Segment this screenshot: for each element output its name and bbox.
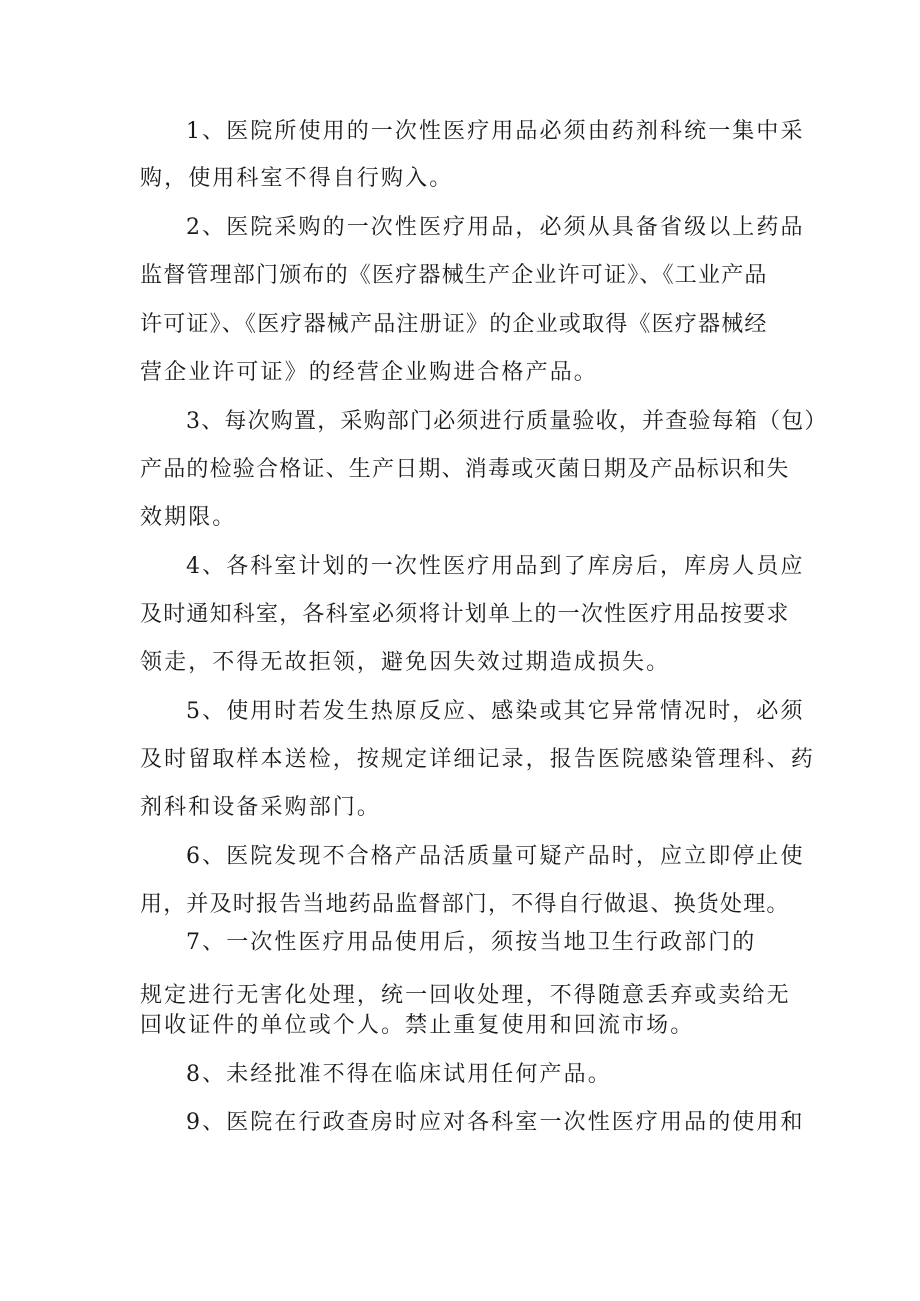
item-6-line-2: 用，并及时报告当地药品监督部门，不得自行做退、换货处理。 — [140, 892, 790, 917]
item-2-line-2: 监督管理部门颁布的《医疗器械生产企业许可证》、《工业产品 — [140, 263, 768, 288]
item-9-line-1: 9、医院在行政查房时应对各科室一次性医疗用品的使用和 — [186, 1110, 805, 1135]
item-7-line-3: 回收证件的单位或个人。禁止重复使用和回流市场。 — [140, 1013, 695, 1038]
item-3-line-1: 3、每次购置，采购部门必须进行质量验收，并查验每箱（包） — [186, 409, 828, 434]
item-7-line-1: 7、一次性医疗用品使用后，须按当地卫生行政部门的 — [186, 930, 757, 955]
item-4-line-2: 及时通知科室，各科室必须将计划单上的一次性医疗用品按要求 — [140, 602, 790, 627]
item-5-line-3: 剂科和设备采购部门。 — [140, 795, 382, 820]
item-3-line-2: 产品的检验合格证、生产日期、消毒或灭菌日期及产品标识和失 — [140, 457, 790, 482]
item-6-line-1: 6、医院发现不合格产品活质量可疑产品时，应立即停止使 — [186, 844, 805, 869]
item-7-line-2: 规定进行无害化处理，统一回收处理，不得随意丢弃或卖给无 — [140, 983, 791, 1008]
item-4-line-3: 领走，不得无故拒领，避免因失效过期造成损失。 — [140, 650, 671, 675]
item-2-line-1: 2、医院采购的一次性医疗用品，必须从具备省级以上药品 — [186, 215, 805, 240]
item-4-line-1: 4、各科室计划的一次性医疗用品到了库房后，库房人员应 — [186, 554, 805, 579]
item-1-line-1: 1、医院所使用的一次性医疗用品必须由药剂科统一集中采 — [186, 119, 805, 144]
item-2-line-4: 营企业许可证》的经营企业购进合格产品。 — [140, 360, 598, 385]
item-1-line-2: 购，使用科室不得自行购入。 — [140, 166, 454, 191]
item-5-line-1: 5、使用时若发生热原反应、感染或其它异常情况时，必须 — [186, 699, 805, 724]
item-5-line-2: 及时留取样本送检，按规定详细记录，报告医院感染管理科、药 — [140, 747, 815, 772]
item-2-line-3: 许可证》、《医疗器械产品注册证》的企业或取得《医疗器械经 — [140, 312, 768, 337]
item-3-line-3: 效期限。 — [140, 505, 237, 530]
item-8-line-1: 8、未经批准不得在临床试用任何产品。 — [186, 1062, 612, 1087]
